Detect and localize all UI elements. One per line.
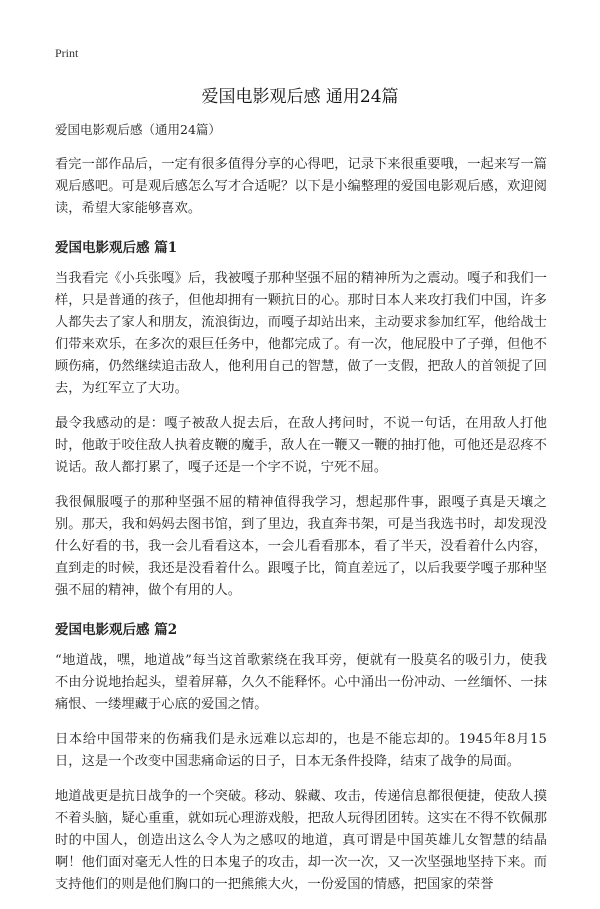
section-heading-2: 爱国电影观后感 篇2 <box>55 622 178 638</box>
intro-paragraph: 看完一部作品后，一定有很多值得分享的心得吧，记录下来很重要哦，一起来写一篇观后感吧。可是观后感怎么写才合适呢？以下是小编整理的爱国电影观后感，欢迎阅读，希望大家能够喜欢。 <box>55 157 547 216</box>
section-1-paragraph-2: 最令我感动的是：嘎子被敌人捉去后，在敌人拷问时，不说一句话，在用敌人打他时，他敢于咬住敌人执着皮鞭的魔手，敌人在一鞭又一鞭的抽打他，可他还是忍疼不说话。敌人都打累了，嘎子还是一个字不说，宁死不屈。 <box>55 416 547 475</box>
section-2-paragraph-2: 日本给中国带来的伤痛我们是永远难以忘却的，也是不能忘却的。1945年8月15日，这是一个改变中国悲痛命运的日子，日本无条件投降，结束了战争的局面。 <box>55 732 547 769</box>
section-2-paragraph-1: “地道战，嘿，地道战”每当这首歌萦绕在我耳旁，便就有一股莫名的吸引力，使我不由分说地抬起头，望着屏幕，久久不能释怀。心中涌出一份冲动、一丝缅怀、一抹痛恨、一缕埋藏于心底的爱国之情。 <box>55 653 547 712</box>
print-link[interactable]: Print <box>55 46 79 60</box>
section-1-paragraph-3: 我很佩服嘎子的那种坚强不屈的精神值得我学习，想起那件事，跟嘎子真是天壤之别。那天，我和妈妈去图书馆，到了里边，我直奔书架，可是当我选书时，却发现没什么好看的书，我一会儿看看这本，一会儿看看那本，看了半天，没看着什么内容，直到走的时候，我还是没看着什么。跟嘎子比，简直差远了，以后我要学嘎子那种坚强不屈的精神，做个有用的人。 <box>55 495 547 598</box>
article-body <box>55 120 547 909</box>
article-subtitle: 爱国电影观后感（通用24篇） <box>55 122 221 137</box>
section-heading-1: 爱国电影观后感 篇1 <box>55 240 178 256</box>
page-title: 爱国电影观后感 通用24篇 <box>201 87 399 107</box>
section-2-paragraph-3: 地道战更是抗日战争的一个突破。移动、躲藏、攻击，传递信息都很便捷，使敌人摸不着头脑，疑心重重，就如玩心理游戏般，把敌人玩得团团转。这实在不得不钦佩那时的中国人，创造出这么令人为之感叹的地道，真可谓是中国英雄儿女智慧的结晶啊！他们面对毫无人性的日本鬼子的攻击，却一次一次，又一次坚强地坚持下来。而支持他们的则是他们胸口的一把熊熊大火，一份爱国的情感，把国家的荣誉 <box>55 789 547 892</box>
section-1-paragraph-1: 当我看完《小兵张嘎》后，我被嘎子那种坚强不屈的精神所为之震动。嘎子和我们一样，只是普通的孩子，但他却拥有一颗抗日的心。那时日本人来攻打我们中国，许多人都失去了家人和朋友，流浪街边，而嘎子却站出来，主动要求参加红军，他给战士们带来欢乐，在多次的艰巨任务中，他都完成了。有一次，他屁股中了子弹，但他不顾伤痛，仍然继续追击敌人，他利用自己的智慧，做了一支假，把敌人的首领捉了回去，为红军立了大功。 <box>55 271 547 396</box>
